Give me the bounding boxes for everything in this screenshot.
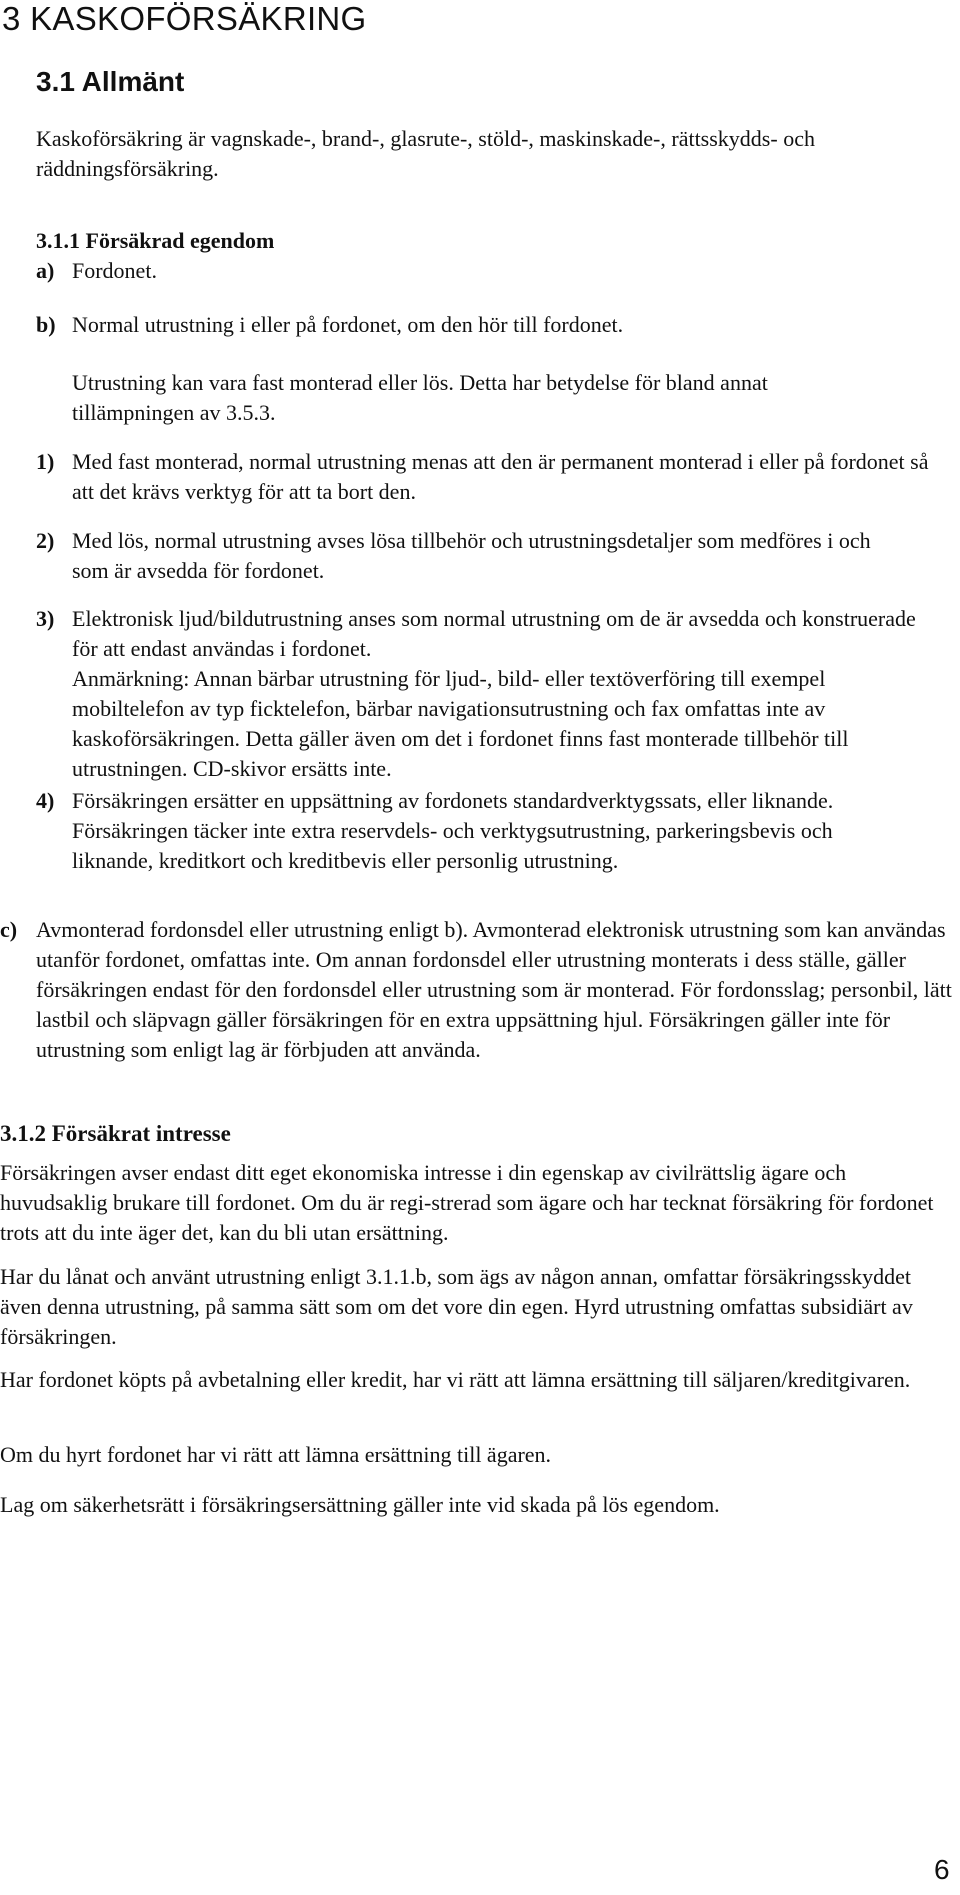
sub-item-3: [36, 604, 932, 784]
section-heading-egendom: 3.1.1 Försäkrad egendom: [36, 228, 275, 253]
list-text-b: Normal utrustning i eller på fordonet, om den hör till fordonet.: [72, 312, 624, 337]
intresse-para-3: Har fordonet köpts på avbetalning eller kredit, har vi rätt att lämna ersättning till säljaren/kreditgivaren.: [0, 1367, 911, 1392]
chapter-title: 3 KASKOFÖRSÄKRING: [2, 0, 367, 37]
list-text-a: Fordonet.: [72, 258, 157, 283]
page-number: 6: [934, 1854, 950, 1885]
list-marker-c: c): [0, 917, 18, 942]
sub-item-2: [36, 526, 902, 586]
sub-text-2: Med lös, normal utrustning avses lösa tillbehör och utrustningsdetaljer som medföres i och som är avsedda för fordonet.: [72, 528, 871, 583]
sub-marker-2: 2): [36, 528, 55, 553]
sub-marker-4: 4): [36, 788, 55, 813]
sub-text-4: Försäkringen ersätter en uppsättning av fordonets standardverktygssats, eller liknande. Försäkringen täcker inte extra reservdels- och verktygsutrustning, parkeringsbevis och liknande, kreditkort och kreditbevis eller personlig utrustning.: [72, 788, 834, 873]
intresse-para-2: Har du lånat och använt utrustning enligt 3.1.1.b, som ägs av någon annan, omfattar försäkringsskyddet även denna utrustning, på samma sätt som om det vore din egen. Hyrd utrustning omfattas subsidiärt av försäkringen.: [0, 1264, 913, 1349]
sub-text-3: Elektronisk ljud/bildutrustning anses som normal utrustning om de är avsedda och konstruerade för att endast användas i fordonet.: [72, 606, 916, 661]
section-heading-allmant: 3.1 Allmänt: [36, 66, 185, 97]
list-marker-a: a): [36, 258, 55, 283]
list-item-a: [36, 256, 916, 286]
section-heading-intresse: 3.1.2 Försäkrat intresse: [0, 1121, 231, 1146]
intresse-para-5: Lag om säkerhetsrätt i försäkringsersättning gäller inte vid skada på lös egendom.: [0, 1492, 720, 1517]
list-item-b: [36, 310, 916, 340]
list-item-c: [0, 915, 952, 1065]
sub-item-1: [36, 447, 932, 507]
allmant-intro: Kaskoförsäkring är vagnskade-, brand-, glasrute-, stöld-, maskinskade-, rättsskydds- och räddningsförsäkring.: [36, 126, 815, 181]
intresse-para-4: Om du hyrt fordonet har vi rätt att lämna ersättning till ägaren.: [0, 1442, 552, 1467]
sub-marker-3: 3): [36, 606, 55, 631]
sub-marker-1: 1): [36, 449, 55, 474]
list-text-c: Avmonterad fordonsdel eller utrustning enligt b). Avmonterad elektronisk utrustning som kan användas utanför fordonet, omfattas inte. Om annan fordonsdel eller utrustning monterats i dess ställe, gäller försäkringen endast för den fordonsdel eller utrustning som är monterad. För fordonsslag; personbil, lätt lastbil och släpvagn gäller försäkringen för en extra uppsättning hjul. Försäkringen gäller inte för utrustning som enligt lag är förbjuden att använda.: [36, 917, 952, 1062]
sub-text-1: Med fast monterad, normal utrustning menas att den är permanent monterad i eller på fordonet så att det krävs verktyg för att ta bort den.: [72, 449, 929, 504]
sub-item-4: [36, 786, 916, 876]
sub-note-3: Anmärkning: Annan bärbar utrustning för ljud-, bild- eller textöverföring till exempel mobiltelefon av typ ficktelefon, bärbar navigationsutrustning och fax omfattas inte av kaskoförsäkringen. Detta gäller även om det i fordonet finns fast monterade tillbehör till utrustningen. CD-skivor ersätts inte.: [72, 666, 849, 781]
utrustning-note: Utrustning kan vara fast monterad eller lös. Detta har betydelse för bland annat tillämpningen av 3.5.3.: [72, 370, 768, 425]
intresse-para-1: Försäkringen avser endast ditt eget ekonomiska intresse i din egenskap av civilrättslig ägare och huvudsaklig brukare till fordonet. Om du är regi-strerad som ägare och har tecknat försäkring för fordonet trots att du inte äger det, kan du bli utan ersättning.: [0, 1160, 934, 1245]
list-marker-b: b): [36, 312, 56, 337]
